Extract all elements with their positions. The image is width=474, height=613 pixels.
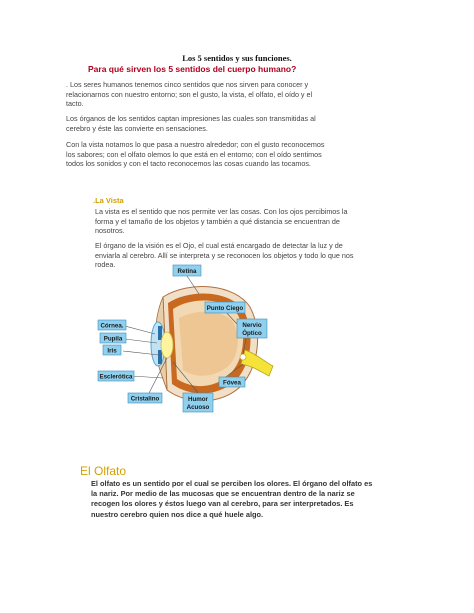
- text-line: todos los sonidos y con el tacto reconocemos las cosas cuando las tocamos.: [66, 159, 311, 169]
- text-line: La vista es el sentido que nos permite ver las cosas. Con los ojos percibimos la: [95, 207, 348, 216]
- label-text: Iris: [107, 347, 117, 355]
- label-esclerotica: [98, 371, 134, 381]
- text-line: El olfato es un sentido por el cual se perciben los olores. El órgano del olfato es: [91, 479, 373, 488]
- label-text: Pupila: [103, 335, 123, 343]
- intro-paragraph: [66, 80, 366, 109]
- label-punto-ciego: [205, 302, 245, 313]
- label-fovea: [219, 377, 245, 387]
- text-line: nuestro cerebro quien nos dice a qué huele algo.: [91, 509, 264, 519]
- label-text: Cristalino: [130, 395, 160, 403]
- label-nervio-optico: [237, 319, 267, 338]
- label-cristalino: [128, 393, 162, 403]
- text-line: El órgano de la visión es el Ojo, el cual está encargado de detectar la luz y de: [95, 241, 343, 250]
- text-line: cerebro y éste las convierte en sensaciones.: [66, 123, 208, 133]
- senses-paragraph: [66, 140, 366, 169]
- label-humor-acuoso: [183, 393, 213, 412]
- label-text: Córnea.: [100, 322, 124, 330]
- label-text: Óptico: [242, 330, 262, 337]
- text-line: Con la vista notamos lo que pasa a nuestro alrededor; con el gusto reconocemos: [66, 140, 325, 149]
- label-text: Punto Ciego: [206, 305, 244, 312]
- label-iris: [103, 345, 121, 355]
- text-line: enviarla al cerebro. Allí se interpreta y se reconocen los objetos y todo lo que nos: [95, 250, 354, 260]
- label-text: Fóvea: [223, 379, 241, 387]
- document-title: Los 5 sentidos y sus funciones.: [182, 53, 292, 63]
- label-text: Humor: [188, 396, 208, 403]
- label-text: Retina: [177, 268, 197, 275]
- organs-paragraph: [66, 114, 366, 133]
- text-line: forma y el tamaño de los objetos y también a qué distancia se encuentran de: [95, 216, 340, 226]
- label-text: Esclerótica: [99, 373, 133, 381]
- text-line: la nariz. Por medio de las mucosas que se encuentran dentro de la nariz se: [91, 489, 355, 499]
- text-line: los sabores; con el olfato olemos lo que está en el entorno; con el oído sentimos: [66, 149, 322, 159]
- label-text: Acuoso: [186, 404, 210, 411]
- text-line: tacto.: [66, 99, 84, 109]
- text-line: . Los seres humanos tenemos cinco sentidos que nos sirven para conocer y: [66, 80, 309, 89]
- vista-paragraph-1: [95, 207, 385, 236]
- eye-diagram: [95, 262, 295, 432]
- vista-heading: .La Vista: [93, 196, 124, 205]
- text-line: rodea.: [95, 260, 116, 270]
- label-pupila: [100, 333, 126, 343]
- label-text: Nervio: [242, 322, 262, 329]
- olfato-paragraph: [91, 479, 391, 520]
- text-line: recogen los olores y éstos luego van al cerebro, para ser interpretados. Es: [91, 499, 354, 509]
- label-cornea: [98, 320, 126, 330]
- document-subtitle: Para qué sirven los 5 sentidos del cuerpo humano?: [88, 64, 297, 74]
- label-retina: [173, 265, 201, 276]
- text-line: Los órganos de los sentidos captan impresiones las cuales son transmitidas al: [66, 114, 316, 123]
- olfato-heading: El Olfato: [80, 464, 127, 478]
- text-line: nosotros.: [95, 226, 125, 236]
- text-line: relacionarnos con nuestro entorno; son el gusto, la vista, el olfato, el oído y el: [66, 89, 313, 99]
